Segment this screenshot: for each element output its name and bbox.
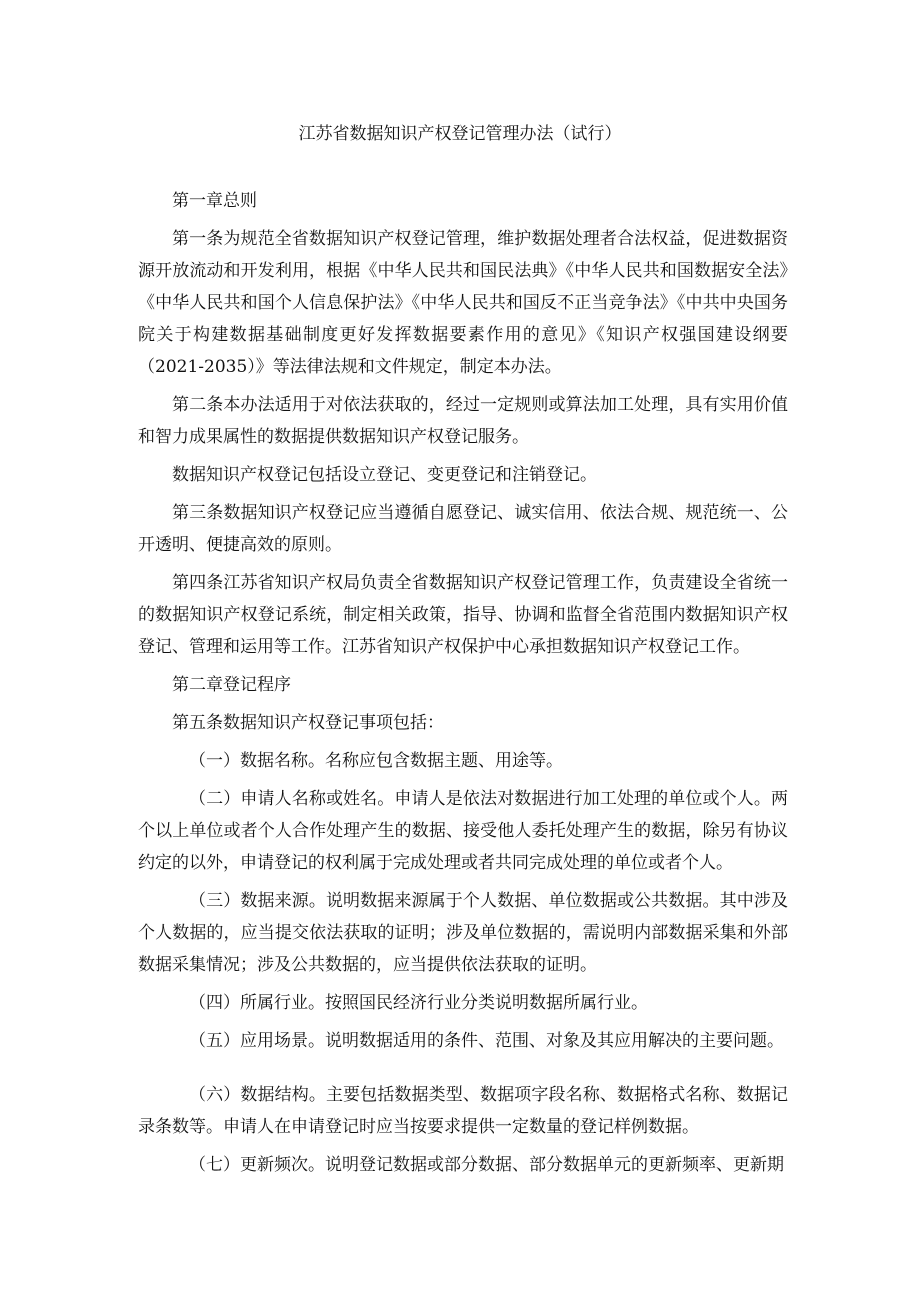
paragraph: 数据知识产权登记包括设立登记、变更登记和注销登记。 bbox=[172, 465, 597, 485]
paragraph: 第五条数据知识产权登记事项包括： bbox=[172, 713, 444, 733]
list-item: （六）数据结构。主要包括数据类型、数据项字段名称、数据格式名称、数据记录条数等。申请人在申请登记时应当按要求提供一定数量的登记样例数据。 bbox=[138, 1085, 788, 1137]
paragraph: 第一条为规范全省数据知识产权登记管理，维护数据处理者合法权益，促进数据资源开放流动和开发利用，根据《中华人民共和国民法典》《中华人民共和国数据安全法》《中华人民共和国个人信息保护法》《中华人民共和国反不正当竞争法》《中共中央国务院关于构建数据基础制度更好发挥数据要素作用的意见》《知识产权强国建设纲要（2021-2035）》等法律法规和文件规定，制定本办法。 bbox=[138, 229, 788, 377]
chapter-heading: 第二章登记程序 bbox=[172, 675, 291, 695]
list-item: （三）数据来源。说明数据来源属于个人数据、单位数据或公共数据。其中涉及个人数据的，应当提交依法获取的证明；涉及单位数据的，需说明内部数据采集和外部数据采集情况；涉及公共数据的，应当提供依法获取的证明。 bbox=[138, 891, 788, 975]
list-item: （七）更新频次。说明登记数据或部分数据、部分数据单元的更新频率、更新期 bbox=[189, 1155, 784, 1175]
document-body bbox=[138, 185, 788, 1187]
list-item: （一）数据名称。名称应包含数据主题、用途等。 bbox=[189, 751, 563, 771]
list-item: （四）所属行业。按照国民经济行业分类说明数据所属行业。 bbox=[189, 993, 648, 1013]
paragraph: 第二条本办法适用于对依法获取的，经过一定规则或算法加工处理，具有实用价值和智力成果属性的数据提供数据知识产权登记服务。 bbox=[138, 395, 788, 447]
list-item: （五）应用场景。说明数据适用的条件、范围、对象及其应用解决的主要问题。 bbox=[189, 1031, 784, 1051]
paragraph: 第三条数据知识产权登记应当遵循自愿登记、诚实信用、依法合规、规范统一、公开透明、便捷高效的原则。 bbox=[138, 503, 788, 555]
document-title: 江苏省数据知识产权登记管理办法（试行） bbox=[298, 124, 622, 144]
list-item: （二）申请人名称或姓名。申请人是依法对数据进行加工处理的单位或个人。两个以上单位或者个人合作处理产生的数据、接受他人委托处理产生的数据，除另有协议约定的以外，申请登记的权利属于完成处理或者共同完成处理的单位或者个人。 bbox=[138, 789, 788, 873]
paragraph: 第四条江苏省知识产权局负责全省数据知识产权登记管理工作，负责建设全省统一的数据知识产权登记系统，制定相关政策，指导、协调和监督全省范围内数据知识产权登记、管理和运用等工作。江苏省知识产权保护中心承担数据知识产权登记工作。 bbox=[138, 573, 788, 657]
chapter-heading: 第一章总则 bbox=[172, 191, 257, 211]
